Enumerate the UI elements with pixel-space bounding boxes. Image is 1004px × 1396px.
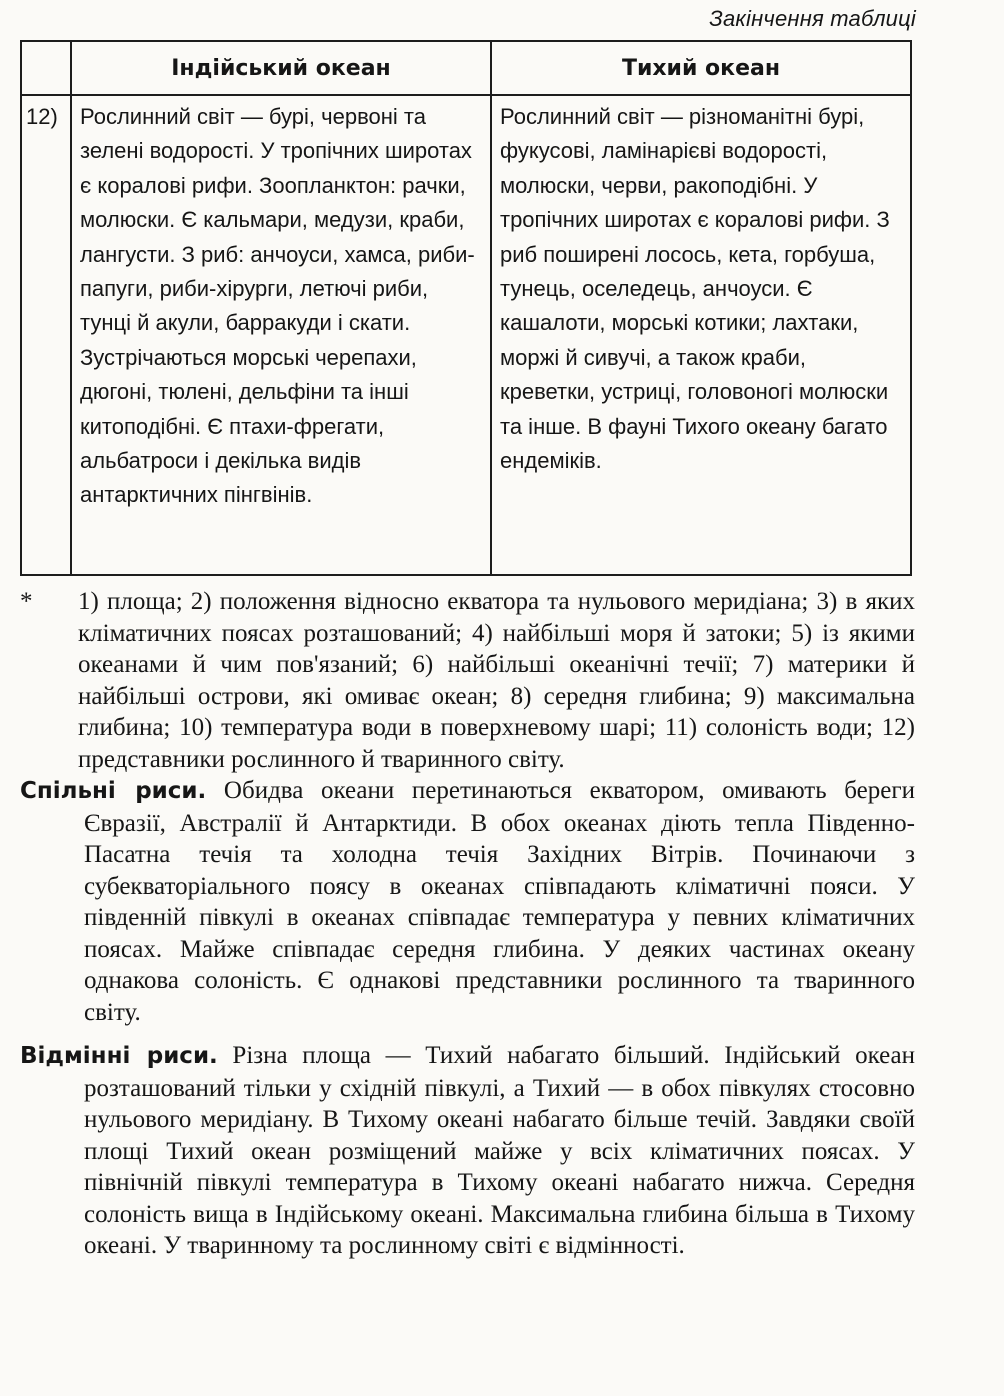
differences-paragraph: [20, 1040, 915, 1262]
differences-text: Різна площа — Тихий набагато більший. Індійський океан розташований тільки у східній півкулі, а Тихий — в обох півкулях стосовно нульового меридіану. В Тихому океані набагато більше течій. Завдяки своїй площі Тихий океан розміщений майже у всіх кліматичних поясах. У північній півкулі температура в Тихому океані набагато нижча. Середня солоність вища в Індійському океані. Максимальна глибина більша в Тихому океані. У тваринному та рослинному світі є відмінності.: [84, 1042, 915, 1259]
common-features-paragraph: [20, 775, 915, 1028]
row-number: 12): [21, 95, 71, 575]
comparison-table: [20, 40, 912, 576]
indian-ocean-cell: Рослинний світ — бурі, червоні та зелені водорості. У тропічних широтах є коралові рифи. Зоопланктон: рачки, молюски. Є кальмари, медузи, краби, лангусти. З риб: анчоуси, хамса, риби-папуги, риби-хірурги, летючі риби, тунці й акули, барракуди і скати. Зустрічаються морські черепахи, дюгоні, тюлені, дельфіни та інші китоподібні. Є птахи-фрегати, альбатроси і декілька видів антарктичних пінгвінів.: [71, 95, 491, 575]
pacific-ocean-cell: Рослинний світ — різноманітні бурі, фукусові, ламінарієві водорості, молюски, черви, ракоподібні. У тропічних широтах є коралові рифи. З риб поширені лосось, кета, горбуша, тунець, оселедець, анчоуси. Є кашалоти, морські котики; лахтаки, моржі й сивучі, а також краби, креветки, устриці, головоногі молюски та інше. В фауні Тихого океану багато ендеміків.: [491, 95, 911, 575]
common-features-text: Обидва океани перетинаються екватором, омивають береги Євразії, Австралії й Антарктиди. В обох океанах діють тепла Південно-Пасатна течія та холодна течія Західних Вітрів. Починаючи з субекваторіального поясу в океанах співпадають кліматичні пояси. У південній півкулі в океанах співпадає температура у певних кліматичних поясах. Майже співпадає середня глибина. У деяких частинах океану однакова солоність. Є однакові представники рослинного та тваринного світу.: [84, 777, 915, 1026]
table-header-row: [21, 41, 911, 95]
header-number: [21, 41, 71, 95]
footnote: [20, 586, 915, 775]
footnote-mark: *: [20, 588, 33, 615]
footnote-text: 1) площа; 2) положення відносно екватора та нульового меридіана; 3) в яких кліматичних поясах розташований; 4) найбільші моря й затоки; 5) із якими океанами й чим пов'язаний; 6) найбільші океанічні течії; 7) материки й найбільші острови, які омиває океан; 8) середня глибина; 9) максимальна глибина; 10) температура води в поверхневому шарі; 11) солоність води; 12) представники рослинного й тваринного світу.: [78, 588, 915, 773]
common-features-heading: Спільні риси.: [20, 778, 207, 804]
header-indian-ocean: Індійський океан: [71, 41, 491, 95]
header-pacific-ocean: Тихий океан: [491, 41, 911, 95]
table-row: [21, 95, 911, 575]
table-continuation-caption: Закінчення таблиці: [709, 6, 916, 31]
text-body: [20, 586, 915, 1262]
differences-heading: Відмінні риси.: [20, 1043, 218, 1069]
